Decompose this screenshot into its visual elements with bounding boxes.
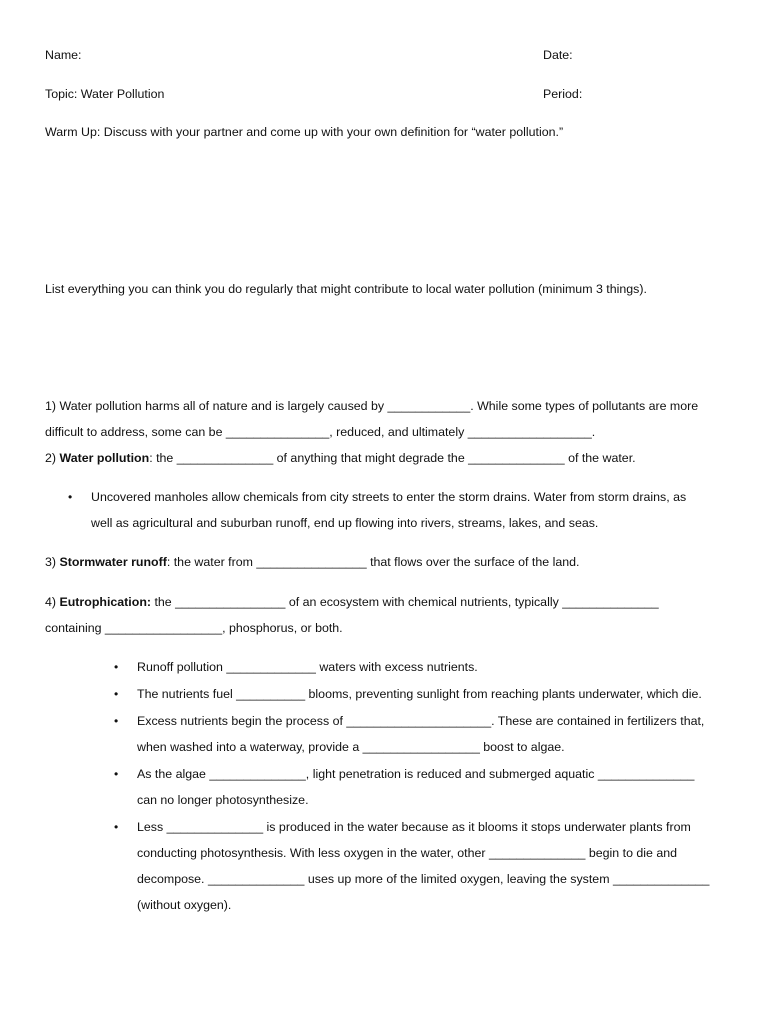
bullet-b4-line-2: can no longer photosynthesize.	[137, 793, 309, 807]
bullet-b5-line-2: conducting photosynthesis. With less oxygen in the water, other ______________ begin to die and	[137, 846, 678, 860]
question-2-term: Water pollution	[59, 451, 150, 465]
question-4-term: Eutrophication:	[59, 595, 152, 609]
question-3-term: Stormwater runoff	[59, 555, 167, 569]
bullet-a-line-2: well as agricultural and suburban runoff, end up flowing into rivers, streams, lakes, and seas.	[91, 516, 599, 530]
bullet-icon: •	[68, 490, 73, 504]
bullet-icon: •	[114, 660, 119, 674]
bullet-b3-line-1: Excess nutrients begin the process of _____________________. These are contained in fertilizers that,	[137, 714, 705, 728]
bullet-a-line-1: Uncovered manholes allow chemicals from city streets to enter the storm drains. Water from storm drains, as	[91, 490, 687, 504]
bullet-b5-line-1: Less ______________ is produced in the water because as it blooms it stops underwater plants from	[137, 820, 691, 834]
bullet-icon: •	[114, 767, 119, 781]
bullet-icon: •	[114, 820, 119, 834]
question-4-number: 4)	[45, 595, 60, 609]
bullet-icon: •	[114, 687, 119, 701]
bullet-b3-line-2: when washed into a waterway, provide a _________________ boost to algae.	[137, 740, 565, 754]
bullet-b5-line-3: decompose. ______________ uses up more of the limited oxygen, leaving the system ______________	[137, 872, 710, 886]
question-3-text: : the water from ________________ that flows over the surface of the land.	[166, 555, 580, 569]
question-1-line-1: 1) Water pollution harms all of nature and is largely caused by ____________. While some types of pollutants are more	[45, 399, 699, 413]
name-label: Name:	[45, 48, 82, 62]
bullet-b4-line-1: As the algae ______________, light penetration is reduced and submerged aquatic ______________	[137, 767, 695, 781]
date-label: Date:	[543, 48, 573, 62]
bullet-b2-line-1: The nutrients fuel __________ blooms, preventing sunlight from reaching plants underwater, which die.	[137, 687, 702, 701]
bullet-icon: •	[114, 714, 119, 728]
question-2	[45, 451, 636, 465]
question-3	[45, 555, 579, 569]
bullet-b1-line-1: Runoff pollution _____________ waters with excess nutrients.	[137, 660, 478, 674]
bullet-b5-line-4: (without oxygen).	[137, 898, 232, 912]
warmup-prompt: Warm Up: Discuss with your partner and come up with your own definition for “water pollution.”	[45, 125, 564, 139]
question-3-number: 3)	[45, 555, 60, 569]
question-2-text: : the ______________ of anything that might degrade the ______________ of the water.	[149, 451, 636, 465]
question-4-line-2: containing _________________, phosphorus, or both.	[45, 621, 343, 635]
list-prompt: List everything you can think you do regularly that might contribute to local water pollution (minimum 3 things).	[45, 282, 647, 296]
question-4	[45, 595, 659, 609]
question-1-line-2: difficult to address, some can be _______________, reduced, and ultimately __________________.	[45, 425, 596, 439]
period-label: Period:	[543, 87, 583, 101]
question-4-text: the ________________ of an ecosystem with chemical nutrients, typically ______________	[151, 595, 659, 609]
question-2-number: 2)	[45, 451, 60, 465]
topic-line: Topic: Water Pollution	[45, 87, 165, 101]
